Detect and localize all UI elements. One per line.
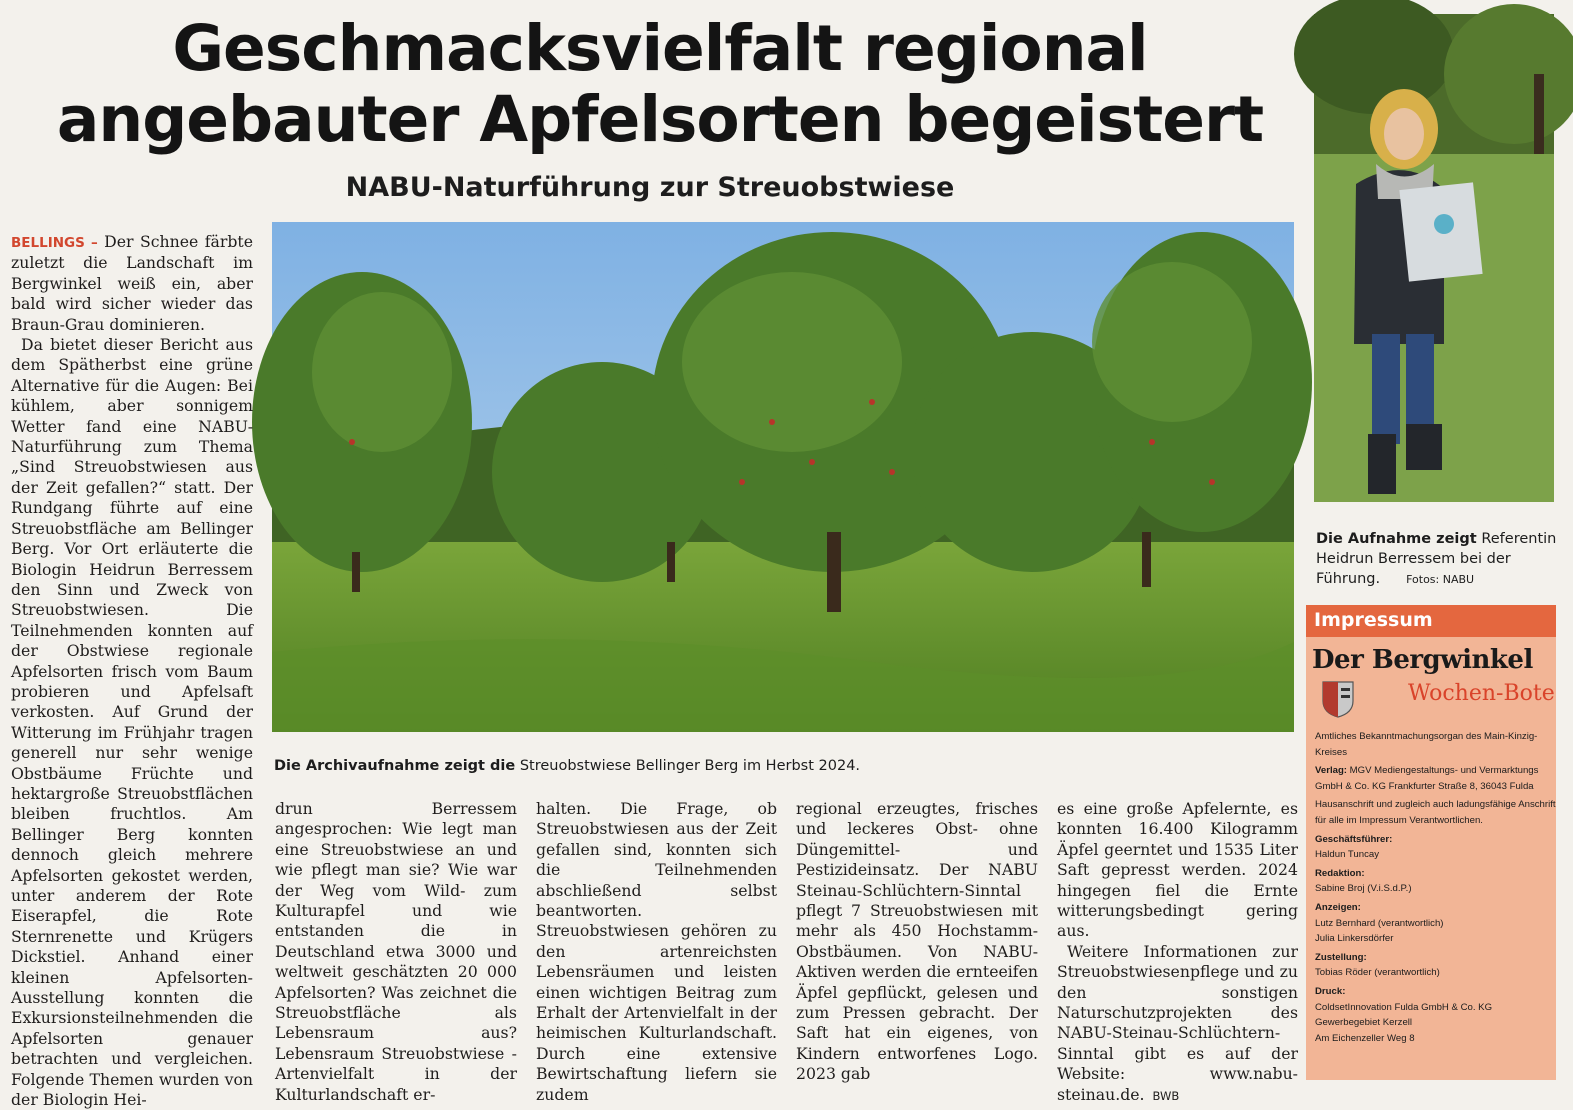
side-photo-caption: [1316, 529, 1560, 590]
publication-logo: [1306, 637, 1556, 725]
impressum-details: [1306, 725, 1556, 1046]
body-paragraph: halten. Die Frage, ob Streuobstwiesen aus der Zeit gefallen sind, konnten sich die Teilnehmenden abschließend selbst beantworten. Streuobstwiesen gehören zu den artenreichsten Lebensräumen und leisten einen wichtigen Beitrag zum Erhalt der Artenvielfalt in der heimischen Kulturlandschaft. Durch eine extensive Bewirtschaftung liefern sie zudem: [536, 799, 777, 1104]
body-paragraph: drun Berressem angesprochen: Wie legt man eine Streuobstwiese an und wie pflegt man sie? Wie war der Weg vom Wild- zum Kulturapfel und wie entstanden die in Deutschland etwa 3000 und weltweit geschätzten 20 000 Apfelsorten? Was zeichnet die Streuobstfläche als Lebensraum aus? Lebensraum Streuobstwiese - Artenvielfalt in der Kulturlandschaft er-: [275, 799, 517, 1104]
article-column-4: [796, 799, 1038, 1085]
subheadline: NABU-Naturführung zur Streuobstwiese: [345, 172, 955, 203]
headline: [30, 14, 1290, 155]
coat-of-arms-icon: [1320, 679, 1356, 719]
caption-bold: Die Archivaufnahme zeigt die: [274, 758, 516, 774]
label: Druck:: [1315, 985, 1346, 997]
speaker-photo: [1314, 14, 1554, 502]
value: Am Eichenzeller Weg 8: [1315, 1032, 1415, 1044]
article-column-3: [536, 799, 777, 1105]
label: Redaktion:: [1315, 867, 1365, 879]
logo-subtext: Wochen-Bote: [1408, 681, 1555, 706]
impressum-geschaeftsfuehrer: [1315, 832, 1556, 863]
headline-line-2: angebauter Apfelsorten begeistert: [56, 82, 1264, 156]
label: Geschäftsführer:: [1315, 833, 1393, 845]
impressum-redaktion: [1315, 866, 1556, 897]
label: Zustellung:: [1315, 951, 1367, 963]
body-paragraph: es eine große Apfelernte, es konnten 16.400 Kilogramm Äpfel geerntet und 1535 Liter Saft gepresst werden. 2024 hingegen fiel die Ernte witterungsbedingt gering aus.: [1057, 799, 1298, 941]
value: Gewerbegebiet Kerzell: [1315, 1017, 1413, 1029]
label: Verlag:: [1315, 765, 1347, 777]
label: Anzeigen:: [1315, 901, 1361, 913]
impressum-druck: [1315, 984, 1556, 1046]
headline-line-1: Geschmacksvielfalt regional: [172, 12, 1148, 85]
value: Lutz Bernhard (verantwortlich): [1315, 917, 1444, 929]
impressum-box: [1306, 605, 1556, 1080]
caption-bold: Die Aufnahme zeigt: [1316, 531, 1477, 547]
value: ColdsetInnovation Fulda GmbH & Co. KG: [1315, 1001, 1493, 1013]
orchard-photo: [272, 222, 1294, 732]
caption-text: Referentin Heidrun Berressem bei der Führung.: [1316, 531, 1557, 587]
logo-text: Der Bergwinkel: [1312, 645, 1533, 675]
impressum-verlag: [1315, 763, 1556, 794]
lead-paragraph: Der Schnee färbte zuletzt die Landschaft im Bergwinkel weiß ein, aber bald wird sicher wieder das Braun-Grau dominieren.: [11, 232, 254, 334]
value: MGV Mediengestaltungs- und Vermarktungs GmbH & Co. KG Frankfurter Straße 8, 36043 Fulda: [1315, 765, 1539, 792]
impressum-heading: Impressum: [1306, 605, 1556, 637]
caption-text: Streuobstwiese Bellinger Berg im Herbst 2024.: [515, 758, 861, 774]
body-paragraph: regional erzeugtes, frisches und leckeres Obst- ohne Düngemittel- und Pestizideinsatz. Der NABU Steinau-Schlüchtern-Sinntal pflegt 7 Streuobstwiesen mit mehr als 450 Hochstamm-Obstbäumen. Von NABU-Aktiven werden die ernteeifen Äpfel gepflückt, gelesen und zum Pressen gebracht. Der Saft hat ein eigenes, von Kindern entworfenes Logo. 2023 gab: [796, 799, 1038, 1084]
article-column-1: [11, 232, 253, 1110]
body-paragraph: Weitere Informationen zur Streuobstwiesenpflege und zu den sonstigen Naturschutzprojekten des NABU-Steinau-Schlüchtern-Sinntal gibt es auf der Website: www.nabu-steinau.de.: [1057, 941, 1298, 1104]
impressum-zustellung: [1315, 950, 1556, 981]
value: Julia Linkersdörfer: [1315, 933, 1394, 945]
article-column-5: [1057, 799, 1298, 1106]
dateline: BELLINGS –: [11, 235, 98, 251]
main-photo-caption: [274, 758, 1294, 774]
impressum-organ: Amtliches Bekanntmachungsorgan des Main-Kinzig-Kreises: [1315, 731, 1538, 758]
value: Haldun Tuncay: [1315, 849, 1379, 861]
impressum-anschrift: Hausanschrift und zugleich auch ladungsfähige Anschrift für alle im Impressum Verantwortlichen.: [1315, 799, 1556, 826]
orchard-photo-image: [272, 222, 1294, 732]
author-signature: BWB: [1152, 1088, 1180, 1103]
speaker-photo-image: [1314, 14, 1554, 502]
photo-credit: Fotos: NABU: [1406, 573, 1475, 586]
body-paragraph: Da bietet dieser Bericht aus dem Spätherbst eine grüne Alternative für die Augen: Bei kühlem, aber sonnigem Wetter fand eine NABU-Naturführung zum Thema „Sind Streuobstwiesen aus der Zeit gefallen?“ statt. Der Rundgang führte auf eine Streuobstfläche am Bellinger Berg. Vor Ort erläuterte die Biologin Heidrun Berressem den Sinn und Zweck von Streuobstwiesen. Die Teilnehmenden konnten auf der Obstwiese regionale Apfelsorten frisch vom Baum probieren und Apfelsaft verkosten. Auf Grund der Witterung im Frühjahr tragen generell nur sehr wenige Obstbäume Früchte und hektargroße Streuobstflächen bleiben fruchtlos. Am Bellinger Berg konnten dennoch gleich mehrere Apfelsorten gekostet werden, unter anderem der Rote Eiserapfel, die Rote Sternrenette und Krügers Dickstiel. Anhand einer kleinen Apfelsorten-Ausstellung konnten die Exkursionsteilnehmenden die Apfelsorten genauer betrachten und vergleichen. Folgende Themen wurden von der Biologin Hei-: [11, 335, 253, 1110]
impressum-anzeigen: [1315, 900, 1556, 947]
value: Sabine Broj (V.i.S.d.P.): [1315, 883, 1412, 895]
value: Tobias Röder (verantwortlich): [1315, 967, 1440, 979]
article-column-2: [275, 799, 517, 1105]
